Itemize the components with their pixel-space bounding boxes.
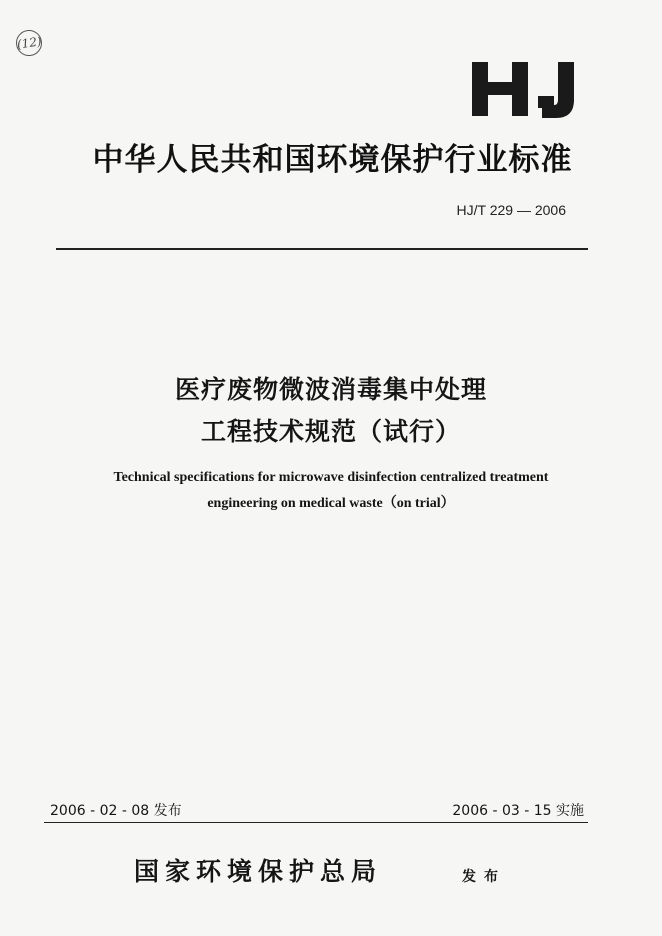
document-title-zh-line-2: 工程技术规范（试行） — [200, 417, 461, 446]
document-title-en-line-2: engineering on medical waste（on trial） — [207, 496, 455, 511]
publisher-suffix: 发布 — [462, 869, 506, 885]
effective-date: 2006 - 03 - 15 实施 — [452, 803, 584, 819]
issue-date: 2006 - 02 - 08 发布 — [50, 803, 182, 819]
document-title-en-line-1: Technical specifications for microwave disinfection centralized treatment — [113, 470, 549, 485]
hj-logo — [470, 60, 580, 120]
header-divider — [56, 248, 588, 250]
national-standard-title: 中华人民共和国环境保护行业标准 — [92, 142, 573, 178]
footer-divider — [44, 822, 588, 823]
publisher-name: 国家环境保护总局 — [134, 857, 383, 886]
standard-code: HJ/T 229 — 2006 — [456, 202, 566, 218]
handwritten-page-mark: (12) — [14, 28, 43, 57]
document-title-zh-line-1: 医疗废物微波消毒集中处理 — [174, 375, 487, 404]
